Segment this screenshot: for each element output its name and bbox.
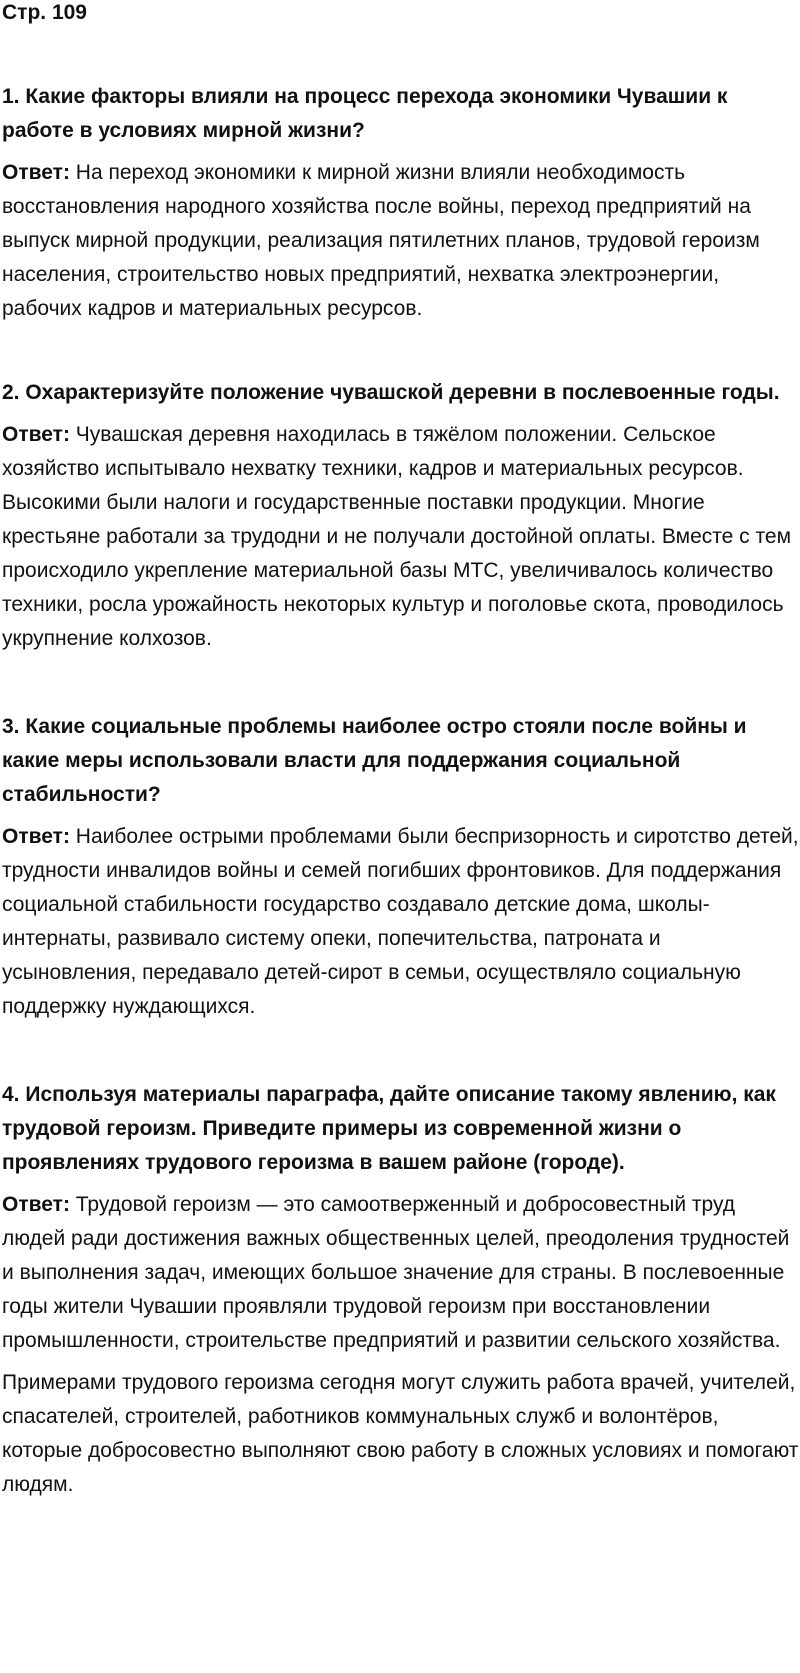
answer-1-text: На переход экономики к мирной жизни влияли необходимость восстановления народного хозяйства после войны, переход предприятий на выпуск мирной продукции, реализация пятилетних планов, трудовой героизм населения, строительство новых предприятий, нехватка электроэнергии, рабочих кадров и материальных ресурсов. [2, 161, 760, 320]
answer-4 [2, 1188, 800, 1358]
question-1: 1. Какие факторы влияли на процесс перехода экономики Чувашии к работе в условиях мирной жизни? [2, 85, 728, 142]
question-4: 4. Используя материалы параграфа, дайте описание такому явлению, как трудовой героизм. Приведите примеры из современной жизни о проявлениях трудового героизма в вашем районе (городе). [2, 1083, 776, 1174]
answer-label: Ответ: [2, 825, 70, 848]
question-3: 3. Какие социальные проблемы наиболее остро стояли после войны и какие меры использовали власти для поддержания социальной стабильности? [2, 715, 747, 806]
question-block-1 [2, 80, 800, 326]
answer-3-text: Наиболее острыми проблемами были беспризорность и сиротство детей, трудности инвалидов войны и семей погибших фронтовиков. Для поддержания социальной стабильности государство создавало детские дома, школы-интернаты, развивало систему опеки, попечительства, патроната и усыновления, передавало детей-сирот в семьи, осуществляло социальную поддержку нуждающихся. [2, 825, 799, 1018]
answer-3 [2, 820, 800, 1024]
question-block-4 [2, 1078, 800, 1502]
answer-1 [2, 156, 800, 326]
answer-label: Ответ: [2, 161, 70, 184]
question-block-3 [2, 710, 800, 1024]
page-number: Стр. 109 [2, 1, 87, 24]
answer-4-extra: Примерами трудового героизма сегодня могут служить работа врачей, учителей, спасателей, строителей, работников коммунальных служб и волонтёров, которые добросовестно выполняют свою работу в сложных условиях и помогают людям. [2, 1371, 799, 1496]
answer-label: Ответ: [2, 423, 70, 446]
answer-label: Ответ: [2, 1193, 70, 1216]
answer-2 [2, 418, 800, 656]
answer-4-text: Трудовой героизм — это самоотверженный и добросовестный труд людей ради достижения важных общественных целей, преодоления трудностей и выполнения задач, имеющих большое значение для страны. В послевоенные годы жители Чувашии проявляли трудовой героизм при восстановлении промышленности, строительстве предприятий и развитии сельского хозяйства. [2, 1193, 790, 1352]
question-2: 2. Охарактеризуйте положение чувашской деревни в послевоенные годы. [2, 381, 780, 404]
answer-2-text: Чувашская деревня находилась в тяжёлом положении. Сельское хозяйство испытывало нехватку техники, кадров и материальных ресурсов. Высокими были налоги и государственные поставки продукции. Многие крестьяне работали за трудодни и не получали достойной оплаты. Вместе с тем происходило укрепление материальной базы МТС, увеличивалось количество техники, росла урожайность некоторых культур и поголовье скота, проводилось укрупнение колхозов. [2, 423, 792, 650]
question-block-2 [2, 376, 800, 656]
